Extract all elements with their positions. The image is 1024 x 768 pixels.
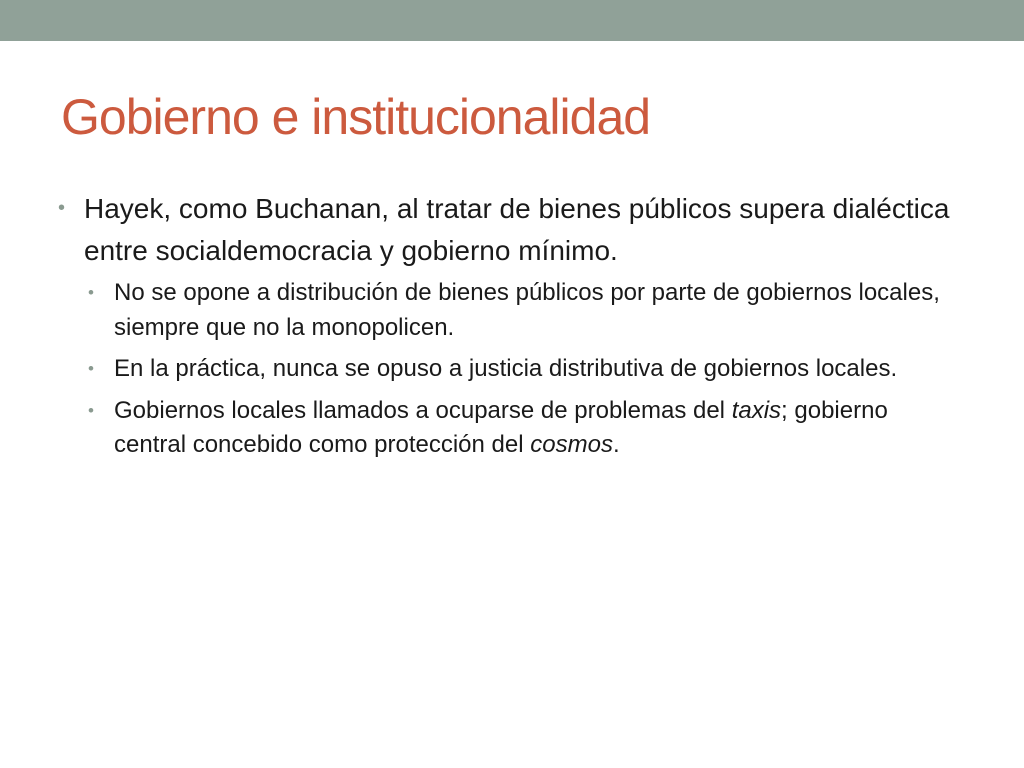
slide-body — [58, 188, 958, 463]
sub-bullet-point — [58, 352, 958, 387]
bullet-text: Hayek, como Buchanan, al tratar de bienes públicos supera dialéctica entre socialdemocracia y gobierno mínimo. — [84, 193, 950, 266]
sub-bullet-text-part: . — [612, 431, 620, 458]
sub-bullet-dot-icon: • — [88, 359, 94, 378]
sub-bullet-point — [58, 276, 958, 345]
top-accent-bar — [0, 0, 1024, 41]
sub-bullet-dot-icon: • — [88, 283, 94, 302]
sub-bullet-text: No se opone a distribución de bienes públicos por parte de gobiernos locales, siempre que no la monopolicen. — [114, 279, 940, 341]
sub-bullet-text: En la práctica, nunca se opuso a justicia distributiva de gobiernos locales. — [114, 355, 898, 382]
sub-bullet-text-part: Gobiernos locales llamados a ocuparse de problemas del — [114, 396, 732, 424]
sub-bullet-dot-icon: • — [88, 400, 94, 420]
slide-title: Gobierno e institucionalidad — [61, 89, 651, 145]
sub-bullet-point — [58, 394, 958, 463]
bullet-dot-icon: • — [58, 197, 66, 219]
bullet-point — [58, 188, 958, 271]
term-taxis: taxis — [731, 396, 782, 424]
sub-bullet-text-part: ; gobierno central concebido como protección del — [114, 396, 888, 458]
sub-bullet-text — [114, 397, 888, 459]
term-cosmos: cosmos — [530, 431, 613, 458]
